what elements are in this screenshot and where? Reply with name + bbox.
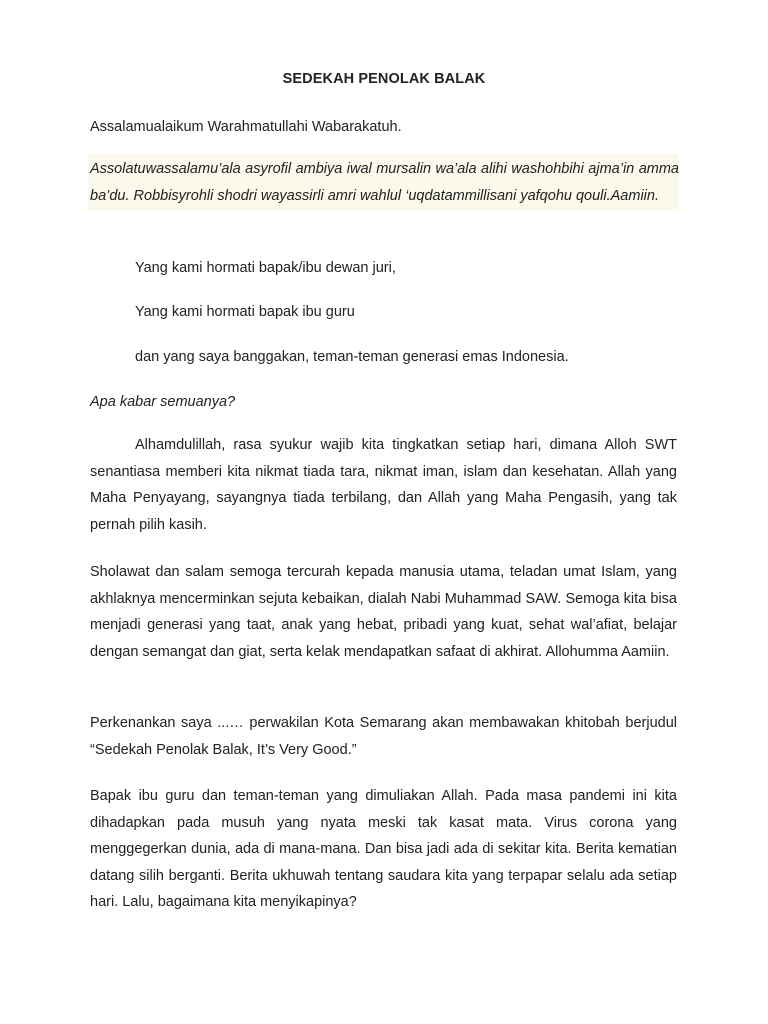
paragraph-introduction: Perkenankan saya ...… perwakilan Kota Semarang akan membawakan khitobah berjudul “Sedekah Penolak Balak, It’s Very Good.”: [90, 715, 677, 758]
greeting-text: Assalamualaikum Warahmatullahi Wabarakatuh.: [90, 119, 402, 135]
paragraph-gratitude: Alhamdulillah, rasa syukur wajib kita tingkatkan setiap hari, dimana Alloh SWT senantiasa memberi kita nikmat tiada tara, nikmat iman, islam dan kesehatan. Allah yang Maha Penyayang, sayangnya tiada terbilang, dan Allah yang Maha Pengasih, yang tak pernah pilih kasih.: [90, 437, 677, 533]
salutation-friends: dan yang saya banggakan, teman-teman generasi emas Indonesia.: [135, 349, 569, 365]
paragraph-pandemic: Bapak ibu guru dan teman-teman yang dimuliakan Allah. Pada masa pandemi ini kita dihadapkan pada musuh yang nyata meski tak kasat mata. Virus corona yang menggegerkan dunia, ada di mana-mana. Dan bisa jadi ada di sekitar kita. Berita kematian datang silih berganti. Berita ukhuwah tentang saudara kita yang terpapar selalu ada setiap hari. Lalu, bagaimana kita menyikapinya?: [90, 788, 677, 910]
salutation-jury: Yang kami hormati bapak/ibu dewan juri,: [135, 260, 396, 276]
question-text: Apa kabar semuanya?: [90, 394, 236, 410]
page-title: SEDEKAH PENOLAK BALAK: [282, 71, 486, 87]
arabic-opening-text: Assolatuwassalamu’ala asyrofil ambiya iwal mursalin wa’ala alihi washohbihi ajma’in amma ba’du. Robbisyrohli shodri wayassirli amri wahlul ‘uqdatammillisani yafqohu qouli.Aamiin.: [88, 154, 679, 211]
salutation-teachers: Yang kami hormati bapak ibu guru: [135, 304, 355, 320]
paragraph-sholawat: Sholawat dan salam semoga tercurah kepada manusia utama, teladan umat Islam, yang akhlaknya mencerminkan sejuta kebaikan, dialah Nabi Muhammad SAW. Semoga kita bisa menjadi generasi yang taat, anak yang hebat, pribadi yang kuat, sehat wal’afiat, belajar dengan semangat dan giat, serta kelak mendapatkan safaat di akhirat. Allohumma Aamiin.: [90, 564, 677, 660]
